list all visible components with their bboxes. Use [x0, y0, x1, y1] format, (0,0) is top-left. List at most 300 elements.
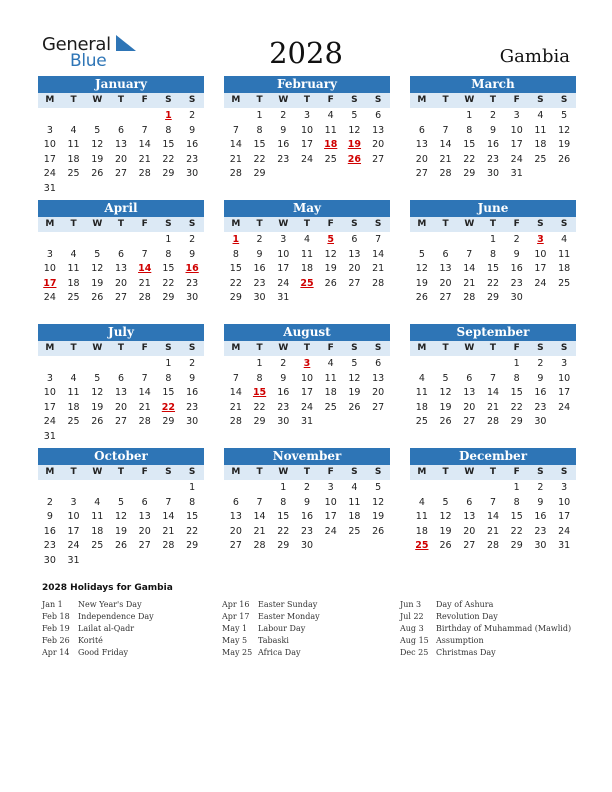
country-name: Gambia — [499, 46, 570, 67]
day-cell: 6 — [466, 372, 473, 384]
day-cell: 24 — [277, 277, 290, 289]
day-cell: 18 — [415, 525, 428, 537]
empty-cell — [434, 481, 458, 496]
empty-cell — [38, 109, 62, 124]
day-cell: 24 — [43, 416, 56, 428]
day-cell: 29 — [229, 292, 242, 304]
holiday-day: 25 — [300, 277, 314, 289]
logo-blue-text: Blue — [70, 51, 107, 71]
weekday-label: S — [374, 467, 382, 477]
day-cell: 15 — [186, 511, 199, 523]
day-cell: 20 — [348, 263, 361, 275]
day-cell: 27 — [415, 168, 428, 180]
weekday-label: W — [278, 95, 289, 105]
day-cell: 5 — [351, 358, 358, 369]
day-cell: 2 — [189, 110, 196, 121]
day-cell: 14 — [229, 387, 242, 399]
day-cell: 17 — [67, 525, 80, 537]
day-cell: 20 — [229, 525, 242, 537]
days-grid — [224, 481, 390, 554]
day-cell: 25 — [324, 153, 337, 165]
day-cell: 15 — [162, 263, 175, 275]
weekday-label: F — [141, 219, 148, 229]
day-cell: 21 — [162, 525, 175, 537]
weekday-label: T — [489, 467, 497, 477]
day-cell: 5 — [351, 110, 358, 121]
day-cell: 29 — [510, 416, 523, 428]
days-grid — [224, 109, 390, 182]
day-cell: 12 — [91, 263, 104, 275]
day-cell: 14 — [486, 511, 500, 523]
day-cell: 22 — [463, 153, 476, 165]
day-cell: 19 — [91, 153, 104, 165]
weekday-row — [38, 341, 204, 356]
empty-cell — [85, 357, 109, 372]
day-cell: 18 — [67, 401, 80, 413]
weekday-label: T — [303, 343, 311, 353]
holiday-column — [222, 599, 402, 659]
day-cell: 17 — [558, 387, 571, 399]
day-cell: 29 — [162, 292, 175, 304]
day-cell: 8 — [513, 496, 520, 508]
day-cell: 20 — [463, 401, 476, 413]
day-cell: 4 — [418, 496, 425, 508]
weekday-label: S — [537, 95, 544, 105]
day-cell: 17 — [324, 511, 337, 523]
holiday-day: 1 — [232, 234, 240, 245]
day-cell: 30 — [186, 292, 199, 304]
day-cell: 22 — [510, 401, 523, 413]
day-cell: 1 — [256, 358, 263, 369]
day-cell: 14 — [486, 387, 500, 399]
weekday-label: W — [92, 219, 103, 229]
day-cell: 29 — [186, 540, 199, 552]
day-cell: 5 — [117, 496, 125, 508]
day-cell: 17 — [43, 153, 56, 165]
day-cell: 6 — [466, 496, 473, 508]
month-march — [410, 76, 576, 182]
holiday-date: Dec 25 — [400, 648, 429, 658]
day-cell: 7 — [375, 234, 382, 245]
day-cell: 10 — [510, 124, 523, 136]
day-cell: 11 — [348, 496, 361, 508]
empty-cell — [62, 109, 86, 124]
holiday-date: May 1 — [222, 624, 248, 634]
weekday-label: S — [351, 343, 358, 353]
day-cell: 7 — [489, 496, 497, 508]
day-cell: 30 — [510, 292, 523, 304]
empty-cell — [85, 481, 109, 496]
day-cell: 10 — [43, 263, 56, 275]
day-cell: 5 — [418, 248, 425, 260]
day-cell: 29 — [510, 540, 523, 552]
weekday-label: S — [188, 343, 196, 353]
day-cell: 14 — [463, 263, 476, 275]
day-cell: 3 — [46, 248, 53, 260]
empty-cell — [410, 109, 434, 124]
holiday-item — [42, 623, 222, 635]
day-cell: 17 — [300, 387, 314, 399]
day-cell: 23 — [486, 153, 500, 165]
weekday-row — [410, 465, 576, 480]
day-cell: 8 — [256, 372, 263, 384]
day-cell: 2 — [303, 482, 311, 493]
empty-cell — [157, 481, 181, 496]
day-cell: 12 — [372, 496, 385, 508]
holiday-item — [222, 635, 402, 647]
weekday-label: T — [117, 95, 125, 105]
day-cell: 20 — [114, 401, 128, 413]
weekday-label: S — [188, 95, 196, 105]
day-cell: 1 — [489, 234, 497, 245]
day-cell: 3 — [561, 482, 568, 493]
day-cell: 22 — [186, 525, 199, 537]
day-cell: 6 — [117, 372, 125, 384]
holiday-day: 19 — [347, 139, 362, 151]
weekday-label: T — [303, 219, 311, 229]
weekday-label: S — [165, 467, 172, 477]
day-cell: 21 — [253, 525, 266, 537]
day-cell: 7 — [165, 496, 172, 508]
empty-cell — [457, 233, 481, 248]
day-cell: 13 — [114, 263, 128, 275]
holiday-item — [42, 599, 222, 611]
day-cell: 13 — [463, 511, 476, 523]
month-header: November — [224, 448, 390, 465]
weekday-label: M — [417, 343, 427, 353]
holiday-item — [222, 647, 402, 659]
day-cell: 30 — [534, 540, 547, 552]
holiday-name: Revolution Day — [436, 612, 498, 622]
day-cell: 19 — [348, 387, 361, 399]
day-cell: 22 — [162, 153, 175, 165]
day-cell: 17 — [277, 263, 290, 275]
day-cell: 20 — [114, 153, 128, 165]
holiday-name: Africa Day — [258, 648, 301, 658]
day-cell: 21 — [229, 153, 242, 165]
weekday-label: F — [513, 467, 520, 477]
day-cell: 18 — [415, 401, 428, 413]
day-cell: 15 — [463, 139, 476, 151]
day-cell: 1 — [189, 482, 196, 493]
weekday-label: T — [442, 219, 449, 229]
day-cell: 27 — [114, 416, 128, 428]
weekday-label: T — [489, 219, 497, 229]
day-cell: 22 — [486, 277, 500, 289]
weekday-label: W — [464, 219, 475, 229]
empty-cell — [62, 481, 86, 496]
day-cell: 18 — [324, 387, 337, 399]
day-cell: 15 — [253, 139, 266, 151]
day-cell: 11 — [91, 511, 104, 523]
day-cell: 15 — [277, 511, 290, 523]
day-cell: 4 — [537, 110, 544, 121]
day-cell: 24 — [558, 525, 571, 537]
weekday-label: T — [442, 95, 449, 105]
weekday-label: S — [537, 467, 544, 477]
day-cell: 12 — [324, 248, 337, 260]
day-cell: 11 — [558, 248, 571, 260]
day-cell: 15 — [229, 263, 242, 275]
day-cell: 2 — [513, 234, 520, 245]
day-cell: 8 — [165, 372, 172, 384]
weekday-label: S — [374, 343, 382, 353]
weekday-row — [38, 465, 204, 480]
weekday-label: M — [45, 95, 55, 105]
holiday-item — [400, 635, 580, 647]
day-cell: 17 — [43, 401, 56, 413]
day-cell: 16 — [486, 139, 500, 151]
month-november — [224, 448, 390, 554]
day-cell: 12 — [91, 139, 104, 151]
day-cell: 24 — [300, 401, 314, 413]
day-cell: 1 — [280, 482, 287, 493]
days-grid — [410, 357, 576, 430]
day-cell: 22 — [162, 277, 175, 289]
day-cell: 8 — [280, 496, 287, 508]
day-cell: 23 — [277, 401, 290, 413]
day-cell: 3 — [70, 496, 77, 508]
empty-cell — [38, 357, 62, 372]
holiday-item — [400, 611, 580, 623]
month-header: April — [38, 200, 204, 217]
day-cell: 17 — [534, 263, 547, 275]
day-cell: 13 — [114, 387, 128, 399]
day-cell: 25 — [91, 540, 104, 552]
holiday-name: Birthday of Muhammad (Mawlid) — [436, 624, 572, 634]
empty-cell — [85, 109, 109, 124]
empty-cell — [410, 481, 434, 496]
day-cell: 5 — [442, 496, 449, 508]
day-cell: 3 — [280, 234, 287, 245]
holiday-item — [222, 623, 402, 635]
day-cell: 10 — [277, 248, 290, 260]
empty-cell — [481, 357, 505, 372]
empty-cell — [109, 109, 133, 124]
day-cell: 3 — [303, 110, 311, 121]
weekday-label: W — [92, 343, 103, 353]
day-cell: 24 — [67, 540, 80, 552]
day-cell: 25 — [534, 153, 547, 165]
day-cell: 9 — [189, 124, 196, 136]
day-cell: 26 — [439, 416, 452, 428]
day-cell: 11 — [67, 139, 80, 151]
day-cell: 7 — [141, 372, 148, 384]
weekday-label: F — [513, 219, 520, 229]
day-cell: 13 — [138, 511, 151, 523]
day-cell: 19 — [439, 401, 452, 413]
day-cell: 23 — [534, 525, 547, 537]
day-cell: 1 — [466, 110, 473, 121]
day-cell: 27 — [463, 540, 476, 552]
weekday-label: F — [327, 95, 334, 105]
day-cell: 30 — [186, 168, 199, 180]
holiday-day: 26 — [347, 153, 362, 165]
weekday-label: T — [489, 343, 497, 353]
day-cell: 23 — [277, 153, 290, 165]
weekday-label: S — [374, 219, 382, 229]
day-cell: 21 — [486, 401, 500, 413]
day-cell: 20 — [138, 525, 151, 537]
day-cell: 25 — [415, 416, 428, 428]
day-cell: 16 — [186, 139, 199, 151]
holiday-item — [42, 635, 222, 647]
month-january — [38, 76, 204, 197]
day-cell: 22 — [253, 401, 266, 413]
day-cell: 11 — [324, 372, 337, 384]
empty-cell — [133, 357, 157, 372]
day-cell: 7 — [442, 124, 449, 136]
day-cell: 10 — [534, 248, 547, 260]
day-cell: 21 — [486, 525, 500, 537]
logo — [42, 34, 142, 70]
month-header: March — [410, 76, 576, 93]
month-june — [410, 200, 576, 306]
holiday-column — [42, 599, 222, 659]
weekday-label: S — [188, 219, 196, 229]
day-cell: 7 — [141, 248, 148, 260]
day-cell: 10 — [300, 124, 314, 136]
day-cell: 27 — [463, 416, 476, 428]
day-cell: 14 — [138, 139, 151, 151]
holiday-name: Christmas Day — [436, 648, 496, 658]
weekday-label: T — [442, 467, 449, 477]
weekday-label: W — [464, 343, 475, 353]
day-cell: 13 — [372, 124, 385, 136]
day-cell: 22 — [510, 525, 523, 537]
day-cell: 4 — [303, 234, 311, 245]
day-cell: 15 — [162, 387, 175, 399]
day-cell: 14 — [253, 511, 266, 523]
day-cell: 10 — [43, 387, 56, 399]
empty-cell — [434, 357, 458, 372]
weekday-label: F — [141, 343, 148, 353]
empty-cell — [109, 481, 133, 496]
day-cell: 18 — [534, 139, 547, 151]
holiday-name: Easter Sunday — [258, 600, 318, 609]
empty-cell — [434, 109, 458, 124]
day-cell: 7 — [232, 124, 239, 136]
day-cell: 28 — [486, 416, 500, 428]
weekday-label: T — [117, 343, 125, 353]
weekday-label: T — [303, 467, 311, 477]
day-cell: 26 — [439, 540, 452, 552]
weekday-label: T — [70, 219, 77, 229]
day-cell: 17 — [300, 139, 314, 151]
holiday-date: Feb 19 — [42, 624, 70, 634]
day-cell: 29 — [486, 292, 500, 304]
day-cell: 11 — [415, 511, 428, 523]
day-cell: 21 — [138, 401, 151, 413]
holiday-date: Aug 3 — [400, 624, 424, 634]
day-cell: 4 — [418, 372, 425, 384]
weekday-row — [224, 465, 390, 480]
day-cell: 25 — [324, 401, 337, 413]
day-cell: 24 — [534, 277, 547, 289]
day-cell: 23 — [300, 525, 314, 537]
weekday-label: T — [70, 95, 77, 105]
weekday-label: T — [442, 343, 449, 353]
holiday-item — [400, 623, 580, 635]
day-cell: 7 — [489, 372, 497, 384]
holiday-day: 14 — [138, 263, 152, 275]
weekday-label: T — [256, 343, 263, 353]
day-cell: 1 — [513, 482, 520, 493]
weekday-label: T — [117, 219, 125, 229]
weekday-label: W — [278, 467, 289, 477]
day-cell: 31 — [558, 540, 571, 552]
weekday-label: W — [464, 467, 475, 477]
day-cell: 12 — [439, 511, 452, 523]
day-cell: 30 — [534, 416, 547, 428]
day-cell: 29 — [162, 168, 175, 180]
weekday-label: F — [141, 467, 148, 477]
empty-cell — [109, 233, 133, 248]
empty-cell — [457, 357, 481, 372]
days-grid — [38, 481, 204, 569]
empty-cell — [62, 357, 86, 372]
day-cell: 16 — [277, 139, 290, 151]
holiday-item — [42, 611, 222, 623]
weekday-row — [410, 341, 576, 356]
day-cell: 20 — [439, 277, 452, 289]
day-cell: 8 — [513, 372, 520, 384]
day-cell: 16 — [510, 263, 523, 275]
day-cell: 22 — [253, 153, 266, 165]
holiday-date: Feb 26 — [42, 636, 70, 646]
day-cell: 11 — [415, 387, 428, 399]
weekday-row — [224, 93, 390, 108]
day-cell: 8 — [232, 248, 239, 260]
day-cell: 6 — [351, 234, 358, 245]
day-cell: 13 — [348, 248, 361, 260]
month-february — [224, 76, 390, 182]
weekday-label: M — [417, 467, 427, 477]
day-cell: 9 — [280, 372, 287, 384]
day-cell: 11 — [324, 124, 337, 136]
holiday-day: 3 — [303, 358, 311, 369]
weekday-label: M — [417, 95, 427, 105]
holiday-date: Feb 18 — [42, 612, 70, 622]
day-cell: 8 — [256, 124, 263, 136]
weekday-row — [410, 217, 576, 232]
day-cell: 6 — [117, 124, 125, 136]
month-header: January — [38, 76, 204, 93]
day-cell: 27 — [138, 540, 151, 552]
weekday-label: S — [560, 95, 568, 105]
day-cell: 14 — [229, 139, 242, 151]
month-header: December — [410, 448, 576, 465]
day-cell: 8 — [189, 496, 196, 508]
day-cell: 27 — [372, 153, 385, 165]
day-cell: 13 — [114, 139, 128, 151]
day-cell: 6 — [442, 248, 449, 260]
month-december — [410, 448, 576, 554]
holiday-item — [42, 647, 222, 659]
day-cell: 16 — [534, 387, 547, 399]
day-cell: 17 — [510, 139, 523, 151]
day-cell: 31 — [510, 168, 523, 180]
day-cell: 9 — [513, 248, 520, 260]
holiday-date: Jun 3 — [400, 600, 422, 609]
day-cell: 7 — [232, 372, 239, 384]
day-cell: 13 — [229, 511, 242, 523]
day-cell: 18 — [348, 511, 361, 523]
month-september — [410, 324, 576, 430]
day-cell: 11 — [67, 387, 80, 399]
month-may — [224, 200, 390, 306]
weekday-label: W — [92, 95, 103, 105]
